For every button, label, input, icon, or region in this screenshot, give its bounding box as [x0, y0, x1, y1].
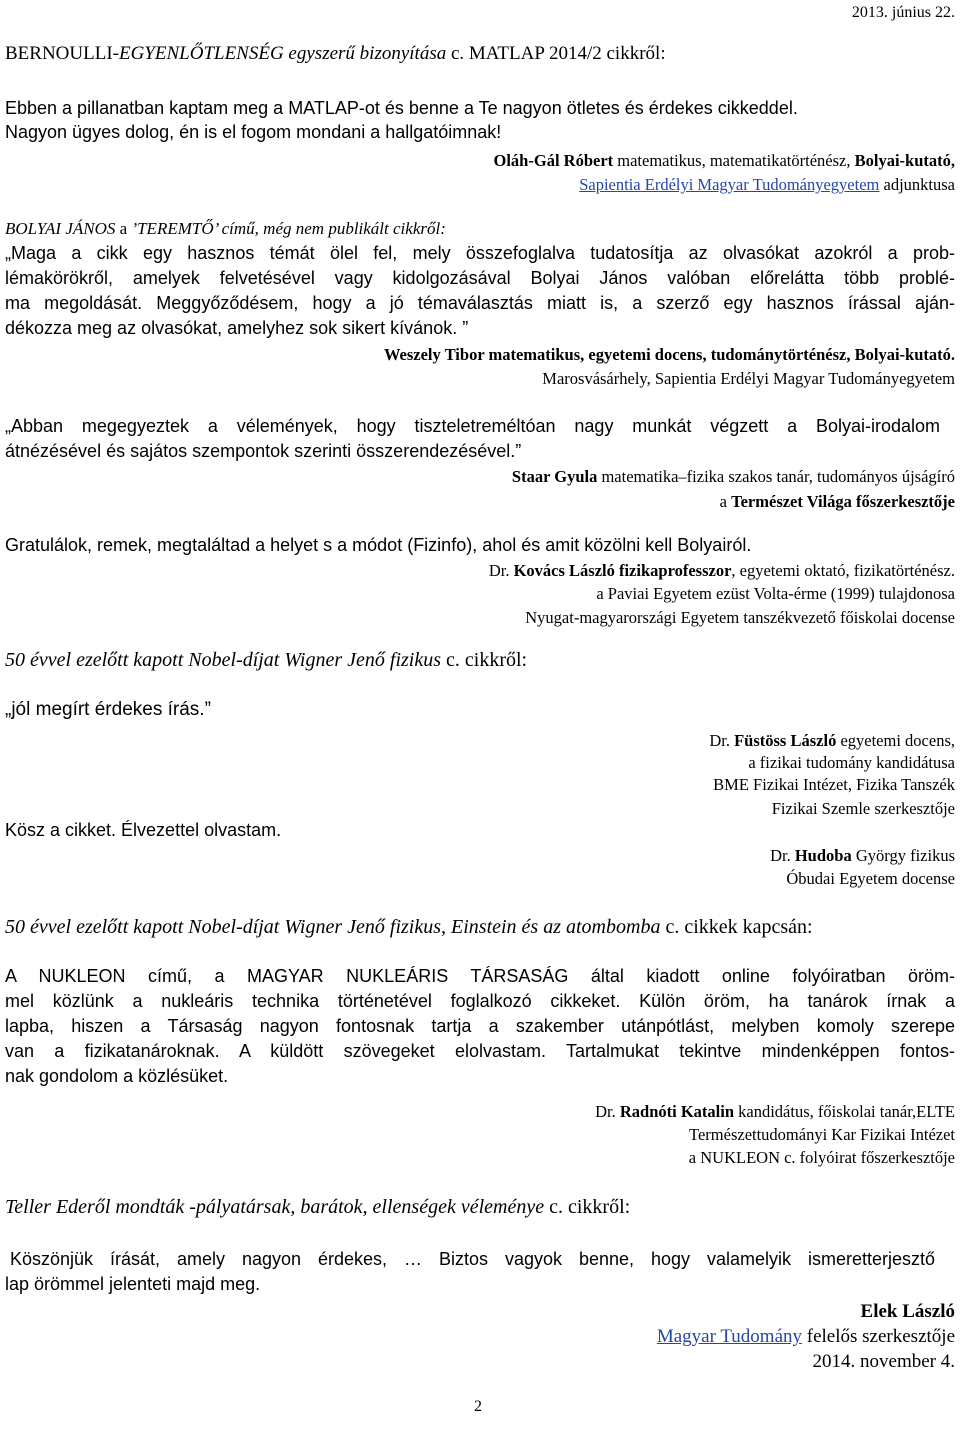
- signature-prefix: a: [719, 492, 727, 511]
- quote-line: „Maga a cikk egy hasznos témát ölel fel, mely összefoglalva tudatosítja az olvasókat azokról a prob-: [5, 243, 955, 263]
- section-heading-atombomba: [5, 915, 813, 939]
- heading-suffix: c. MATLAP 2014/2 cikkről:: [450, 43, 666, 64]
- quote-line: Nagyon ügyes dolog, én is el fogom mondani a hallgatóimnak!: [5, 122, 502, 142]
- heading-joiner: a: [119, 219, 128, 238]
- signature-line: [709, 730, 955, 752]
- quote-line: „jól megírt érdekes írás.”: [5, 699, 211, 720]
- signature-line: Nyugat-magyarországi Egyetem tanszékvezető főiskolai docense: [525, 608, 955, 627]
- section-heading-wigner: [5, 648, 527, 672]
- signature-prefix: Dr.: [488, 561, 510, 580]
- quote-line: lap örömmel jelenteti majd meg.: [5, 1274, 261, 1294]
- section-heading-bernoulli: [5, 43, 666, 65]
- heading-suffix: c. cikkről:: [446, 649, 528, 671]
- signature-roles: egyetemi docens,: [840, 731, 955, 750]
- heading-title: 50 évvel ezelőtt kapott Nobel-díjat Wigner Jenő fizikus: [5, 649, 442, 671]
- section-heading-teller: [5, 1195, 630, 1219]
- signature-name: Radnóti Katalin: [619, 1102, 735, 1121]
- signature-name: Staar Gyula: [511, 467, 598, 486]
- quote-line: nak gondolom a közlésüket.: [5, 1066, 229, 1086]
- signature-line: Természettudományi Kar Fizikai Intézet: [689, 1125, 955, 1144]
- heading-prefix: BERNOULLI-: [5, 43, 119, 64]
- signature-name: Hudoba: [794, 846, 852, 865]
- signature-prefix: Dr.: [595, 1102, 616, 1121]
- signature-line: BME Fizikai Intézet, Fizika Tanszék: [713, 775, 955, 794]
- signature-line: [657, 1325, 955, 1349]
- signature-name: Elek László: [860, 1301, 955, 1322]
- quote-line: átnézésével és sajátos szempontok szerinti összerendezésével.”: [5, 441, 522, 461]
- quote-line: Kösz a cikket. Élvezettel olvastam.: [5, 820, 282, 840]
- section-heading-teremto: [5, 218, 446, 240]
- quote-line: lapba, hiszen a Társaság nagyon fontosnak tartja a szakember utánpótlást, melyben komoly szerepe: [5, 1016, 955, 1036]
- signature-role-emphasis: Bolyai-kutató,: [854, 151, 955, 170]
- signature-roles: matematika–fizika szakos tanár, tudományos újságíró: [601, 467, 955, 486]
- quote-line: van a fizikatanároknak. A küldött szövegeket elolvastam. Tartalmukat tekintve mindenképpen fontos-: [5, 1041, 955, 1061]
- signature-line: a NUKLEON c. folyóirat főszerkesztője: [688, 1148, 955, 1167]
- quote-line: lémakörökről, amelyek felvetésével vagy kidolgozásával Bolyai János valóban előrelátta több problé-: [5, 268, 955, 288]
- signature-line: Weszely Tibor matematikus, egyetemi docens, tudománytörténész, Bolyai-kutató.: [383, 345, 955, 364]
- signature-name: Oláh-Gál Róbert: [493, 151, 614, 170]
- signature-name: Kovács László fizikaprofesszor: [513, 561, 732, 580]
- page-number: 2: [474, 1398, 482, 1415]
- signature-line: [720, 491, 955, 513]
- signature-line: [579, 174, 955, 196]
- quote-line: A NUKLEON című, a MAGYAR NUKLEÁRIS TÁRSASÁG által kiadott online folyóiratban öröm-: [5, 966, 955, 986]
- quote-line: ma megoldását. Meggyőződésem, hogy a jó témaválasztás miatt is, a szerző egy hasznos írással aján-: [5, 293, 955, 313]
- heading-suffix: c. cikkről:: [549, 1196, 631, 1218]
- signature-line: [595, 1101, 955, 1123]
- signature-roles: , egyetemi oktató, fizikatörténész.: [731, 561, 955, 580]
- heading-suffix: c. cikkek kapcsán:: [665, 916, 813, 938]
- quote-line: Gratulálok, remek, megtaláltad a helyet s a módot (Fizinfo), ahol és amit közölni kell Bolyairól.: [5, 535, 752, 555]
- signature-line: [770, 845, 955, 867]
- signature-line: a Paviai Egyetem ezüst Volta-érme (1999) tulajdonosa: [596, 584, 955, 603]
- signature-name: Füstöss László: [734, 731, 837, 750]
- signature-line: [494, 150, 955, 172]
- signature-title: Természet Világa főszerkesztője: [731, 492, 955, 511]
- heading-title: EGYENLŐTLENSÉG egyszerű bizonyítása: [118, 43, 447, 64]
- link-sapientia[interactable]: Sapientia Erdélyi Magyar Tudományegyetem: [579, 175, 880, 194]
- quote-line: „Abban megegyeztek a vélemények, hogy tiszteletreméltóan nagy munkát végzett a Bolyai-irodalom: [5, 416, 940, 436]
- signature-prefix: Dr.: [770, 846, 791, 865]
- quote-line: Ebben a pillanatban kaptam meg a MATLAP-ot és benne a Te nagyon ötletes és érdekes cikkeddel.: [5, 98, 798, 118]
- heading-author: BOLYAI JÁNOS: [5, 219, 116, 238]
- link-magyar-tudomany[interactable]: Magyar Tudomány: [656, 1326, 803, 1347]
- signature-line: a fizikai tudomány kandidátusa: [748, 753, 955, 772]
- signature-roles: György fizikus: [855, 846, 955, 865]
- signature-line: Óbudai Egyetem docense: [786, 869, 955, 888]
- signature-line: Fizikai Szemle szerkesztője: [771, 799, 955, 818]
- signature-roles: matematikus, matematikatörténész,: [617, 151, 851, 170]
- heading-title: 50 évvel ezelőtt kapott Nobel-díjat Wigner Jenő fizikus, Einstein és az atombomba: [5, 916, 661, 938]
- heading-title: ’TEREMTŐ’ című, még nem publikált cikkről:: [131, 219, 446, 238]
- signature-line: Marosvásárhely, Sapientia Erdélyi Magyar Tudományegyetem: [542, 369, 955, 388]
- signature-prefix: Dr.: [709, 731, 730, 750]
- quote-line: dékozza meg az olvasókat, amelyhez sok sikert kívánok. ”: [5, 318, 469, 338]
- quote-line: mel közlünk a nukleáris technika történetével foglalkozó cikkeket. Külön öröm, ha tanárok írnak a: [5, 991, 955, 1011]
- signature-date: 2014. november 4.: [812, 1351, 955, 1372]
- signature-line: [489, 560, 955, 582]
- quote-line: Köszönjük írását, amely nagyon érdekes, … Biztos vagyok benne, hogy valamelyik ismeretterjesztő: [10, 1249, 935, 1269]
- signature-position: adjunktusa: [883, 175, 955, 194]
- heading-title: Teller Ederől mondták -pályatársak, barátok, ellenségek véleménye: [5, 1196, 545, 1218]
- signature-roles: kandidátus, főiskolai tanár,ELTE: [738, 1102, 955, 1121]
- document-date: 2013. június 22.: [851, 4, 955, 21]
- signature-line: [512, 466, 955, 488]
- signature-role: felelős szerkesztője: [806, 1326, 955, 1347]
